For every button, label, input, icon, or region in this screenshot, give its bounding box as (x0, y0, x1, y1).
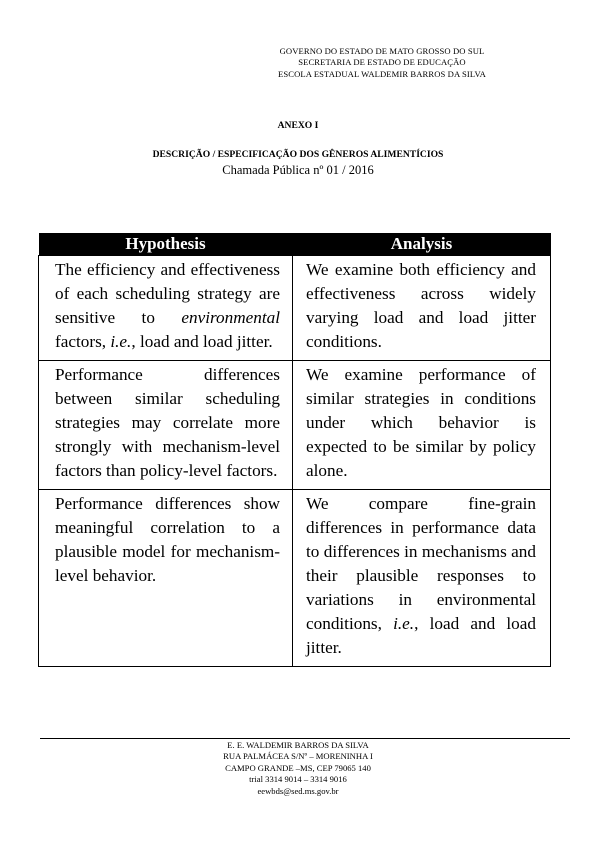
chamada-publica: Chamada Pública nº 01 / 2016 (222, 163, 374, 177)
letterhead-secretariat: SECRETARIA DE ESTADO DE EDUCAÇÃO (298, 57, 466, 68)
hypothesis-cell: Performance differences show meaningful correlation to a plausible model for mechanism-level behavior. (39, 490, 293, 667)
cell-text: , load and load jitter. (306, 614, 536, 657)
column-header-hypothesis: Hypothesis (39, 233, 293, 256)
footer-city: CAMPO GRANDE –MS, CEP 79065 140 (225, 762, 371, 773)
cell-text: We compare fine-grain differences in performance data to differences in mechanisms and their plausible responses to variations in environmental conditions, (306, 494, 536, 633)
cell-emphasis: i.e. (110, 332, 132, 351)
footer-school-name: E. E. WALDEMIR BARROS DA SILVA (227, 740, 369, 750)
cell-emphasis: i.e. (393, 614, 415, 633)
footer (0, 740, 596, 797)
hypothesis-cell (39, 256, 293, 361)
footer-divider (40, 738, 570, 739)
footer-email: eewbds@sed.ms.gov.br (257, 785, 339, 796)
description-title: DESCRIÇÃO / ESPECIFICAÇÃO DOS GÊNEROS ALIMENTÍCIOS (152, 149, 444, 160)
footer-phone: trial 3314 9014 – 3314 9016 (249, 774, 347, 785)
letterhead-school: ESCOLA ESTADUAL WALDEMIR BARROS DA SILVA (278, 68, 486, 79)
cell-text: , load and load jitter. (131, 332, 273, 351)
table-row (39, 490, 551, 667)
column-header-analysis: Analysis (293, 233, 551, 256)
cell-text: The efficiency and effectiveness of each scheduling strategy are sensitive to (55, 260, 280, 327)
letterhead (232, 46, 532, 80)
cell-emphasis: environmental (181, 308, 280, 327)
cell-text: factors, (55, 332, 111, 351)
footer-street: RUA PALMÁCEA S/Nº – MORENINHA I (223, 751, 373, 762)
analysis-cell: We examine both efficiency and effectiveness across widely varying load and load jitter conditions. (293, 256, 551, 361)
analysis-cell (293, 490, 551, 667)
letterhead-government: GOVERNO DO ESTADO DE MATO GROSSO DO SUL (279, 46, 485, 56)
table-row (39, 256, 551, 361)
analysis-cell: We examine performance of similar strategies in conditions under which behavior is expected to be similar by policy alone. (293, 361, 551, 490)
hypothesis-cell: Performance differences between similar scheduling strategies may correlate more strongly with mechanism-level factors than policy-level factors. (39, 361, 293, 490)
table-row (39, 361, 551, 490)
hypothesis-analysis-table (38, 233, 551, 667)
table-header-row (39, 233, 551, 256)
annex-title: ANEXO I (277, 120, 319, 131)
